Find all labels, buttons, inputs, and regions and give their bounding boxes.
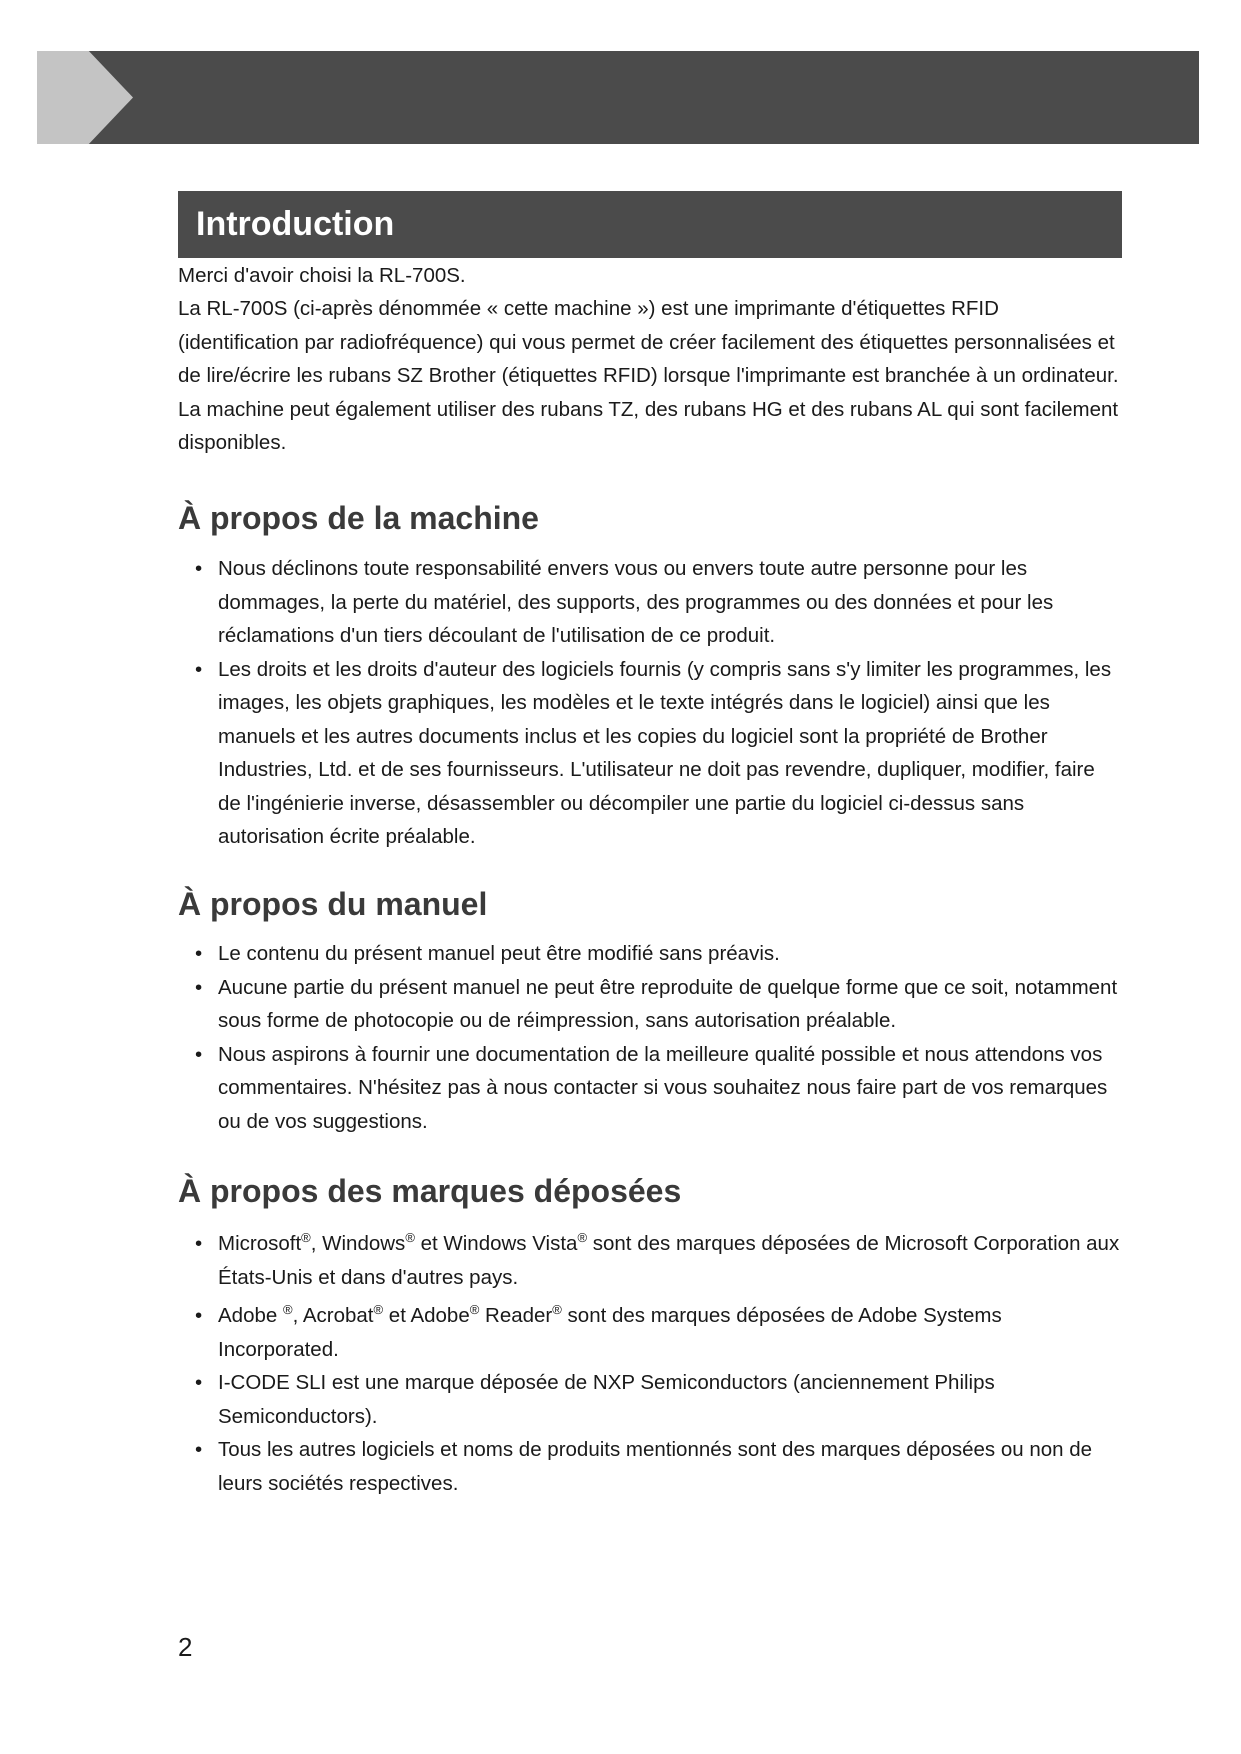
- list-item: • Nous déclinons toute responsabilité envers vous ou envers toute autre personne pour les dommages, la perte du matériel, des supports, des programmes ou des données et pour les réclamations d'un tiers découlant de l'utilisation de ce produit.: [178, 552, 1122, 653]
- machine-heading: À propos de la machine: [178, 500, 539, 536]
- trademarks-heading: À propos des marques déposées: [178, 1173, 682, 1209]
- trademarks-list: [178, 1227, 1122, 1500]
- machine-list: [178, 552, 1122, 854]
- trademark-adobe: • Adobe ®, Acrobat® et Adobe® Reader® sont des marques déposées de Adobe Systems Incorporated.: [178, 1299, 1122, 1366]
- trademark-icode: • I-CODE SLI est une marque déposée de NXP Semiconductors (anciennement Philips Semiconductors).: [178, 1366, 1122, 1433]
- introduction-title: Introduction: [178, 191, 1122, 258]
- trademark-microsoft: • Microsoft®, Windows® et Windows Vista® sont des marques déposées de Microsoft Corporation aux États-Unis et dans d'autres pays.: [178, 1227, 1122, 1294]
- manual-list: [178, 937, 1122, 1138]
- trademark-others: • Tous les autres logiciels et noms de produits mentionnés sont des marques déposées ou non de leurs sociétés respectives.: [178, 1433, 1122, 1500]
- manual-heading: À propos du manuel: [178, 886, 488, 922]
- page-content: [178, 0, 1122, 1754]
- list-item: • Aucune partie du présent manuel ne peut être reproduite de quelque forme que ce soit, notamment sous forme de photocopie ou de réimpression, sans autorisation préalable.: [178, 971, 1122, 1038]
- list-item: • Nous aspirons à fournir une documentation de la meilleure qualité possible et nous attendons vos commentaires. N'hésitez pas à nous contacter si vous souhaitez nous faire part de vos remarques ou de vos suggestions.: [178, 1038, 1122, 1139]
- page-number: 2: [178, 1632, 193, 1662]
- list-item: • Le contenu du présent manuel peut être modifié sans préavis.: [178, 937, 1122, 971]
- list-item: • Les droits et les droits d'auteur des logiciels fournis (y compris sans s'y limiter les programmes, les images, les objets graphiques, les modèles et le texte intégrés dans le logiciel) ainsi que les manuels et les autres documents inclus et les copies du logiciel sont la propriété de Brother Industries, Ltd. et de ses fournisseurs. L'utilisateur ne doit pas revendre, dupliquer, modifier, faire de l'ingénierie inverse, désassembler ou décompiler une partie du logiciel ci-dessus sans autorisation écrite préalable.: [178, 653, 1122, 854]
- chevron-arrow-icon: [37, 51, 133, 144]
- intro-description: La RL-700S (ci-après dénommée « cette machine ») est une imprimante d'étiquettes RFID (identification par radiofréquence) qui vous permet de créer facilement des étiquettes personnalisées et de lire/écrire les rubans SZ Brother (étiquettes RFID) lorsque l'imprimante est branchée à un ordinateur. La machine peut également utiliser des rubans TZ, des rubans HG et des rubans AL qui sont facilement disponibles.: [178, 297, 1119, 454]
- intro-thanks: Merci d'avoir choisi la RL-700S.: [178, 264, 466, 287]
